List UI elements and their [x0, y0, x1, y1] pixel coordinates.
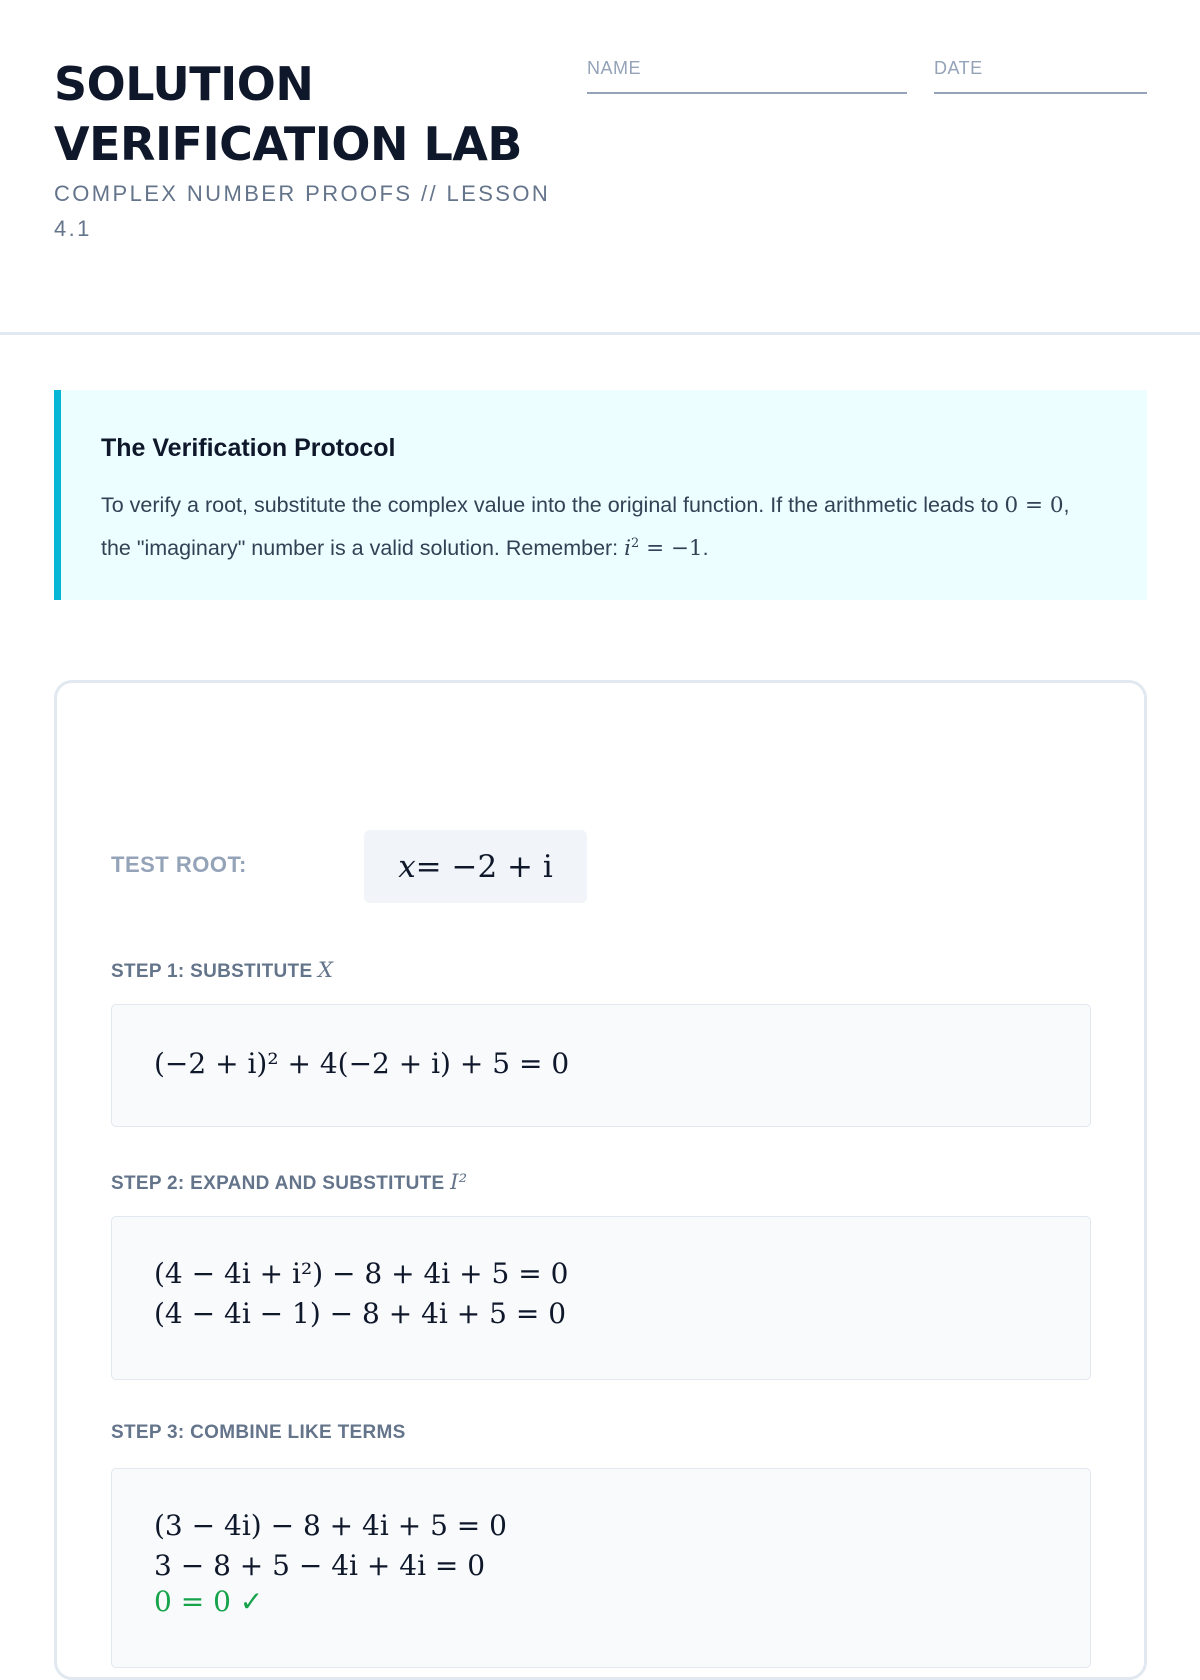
step-2-math-box	[111, 1216, 1091, 1380]
callout-text-end: .	[702, 536, 709, 561]
callout-math-zero: 0 = 0	[1004, 493, 1064, 518]
step-3-label	[111, 1422, 406, 1444]
verification-protocol-callout	[54, 390, 1147, 600]
root-expression: = −2 + i	[415, 848, 553, 885]
date-field[interactable]	[934, 58, 1147, 94]
callout-text-1: To verify a root, substitute the complex value into the original function. If the arithmetic leads to	[101, 493, 999, 517]
step-3-line-3-result: 0 = 0 ✓	[154, 1585, 264, 1618]
step-2-label	[111, 1170, 467, 1195]
step-1-label-text: STEP 1: SUBSTITUTE	[111, 961, 313, 982]
name-field-label: NAME	[587, 58, 642, 78]
step-2-line-2: (4 − 4i − 1) − 8 + 4i + 5 = 0	[154, 1297, 567, 1330]
test-root-label: TEST ROOT:	[111, 852, 247, 877]
page-title: SOLUTION VERIFICATION LAB	[54, 57, 522, 171]
callout-math-rhs: = −1	[639, 536, 703, 562]
step-3-line-1: (3 − 4i) − 8 + 4i + 5 = 0	[154, 1509, 507, 1542]
test-root-value	[364, 830, 587, 903]
step-2-label-variable: I²	[450, 1170, 468, 1194]
step-1-math-box	[111, 1004, 1091, 1127]
step-1-label-variable: X	[318, 958, 334, 982]
step-1-label	[111, 958, 333, 983]
step-2-label-text: STEP 2: EXPAND AND SUBSTITUTE	[111, 1173, 445, 1194]
callout-text-2: , the "imaginary" number is a valid solution. Remember:	[101, 493, 1070, 561]
name-field[interactable]	[587, 58, 907, 94]
date-field-label: DATE	[934, 58, 983, 78]
page-subtitle: COMPLEX NUMBER PROOFS // LESSON 4.1	[54, 181, 551, 241]
step-3-label-text: STEP 3: COMBINE LIKE TERMS	[111, 1422, 406, 1443]
step-3-math-box	[111, 1468, 1091, 1668]
callout-math-i: i	[624, 536, 632, 562]
page-header	[0, 0, 1200, 335]
step-2-line-1: (4 − 4i + i²) − 8 + 4i + 5 = 0	[154, 1257, 569, 1290]
callout-math-i-exponent: 2	[631, 536, 640, 551]
callout-body	[101, 486, 1101, 568]
step-1-line-1: (−2 + i)² + 4(−2 + i) + 5 = 0	[154, 1047, 570, 1080]
root-variable: x	[398, 848, 416, 885]
callout-title: The Verification Protocol	[101, 434, 396, 462]
step-3-line-2: 3 − 8 + 5 − 4i + 4i = 0	[154, 1549, 486, 1582]
